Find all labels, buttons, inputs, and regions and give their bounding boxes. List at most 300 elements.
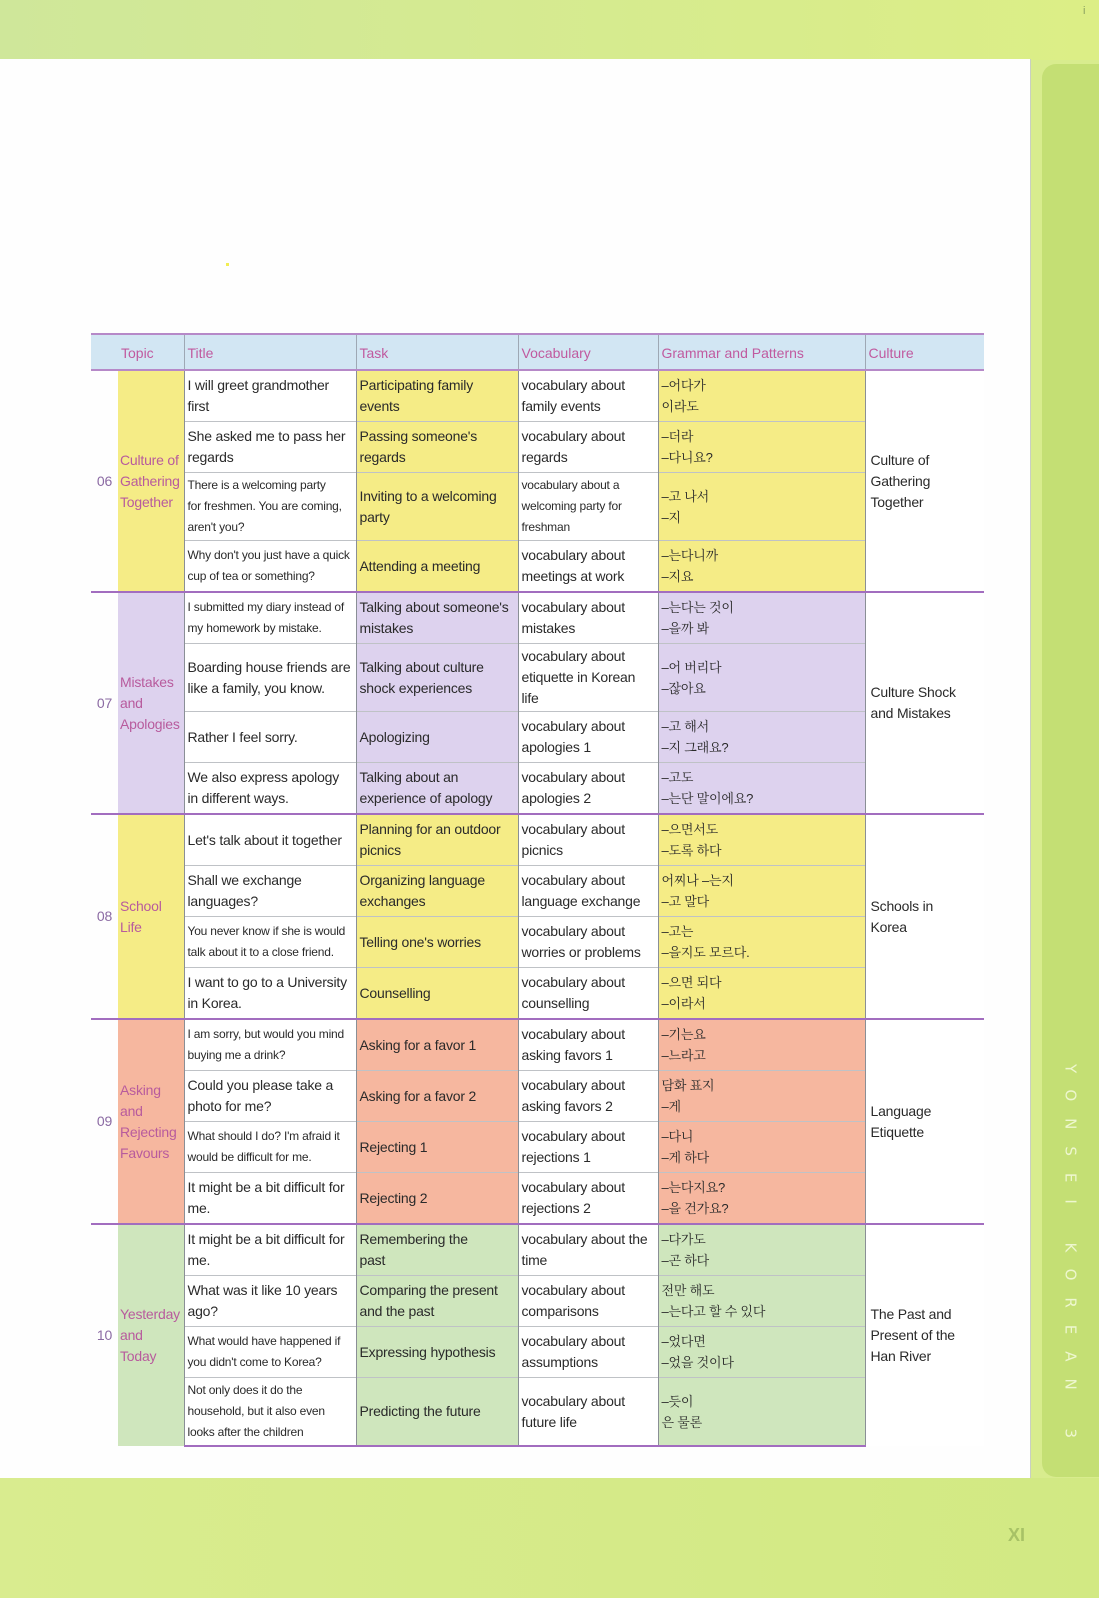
table-row — [91, 1019, 984, 1071]
row-task — [356, 1122, 518, 1173]
text-line: family events — [521, 398, 601, 414]
text-line: I am sorry, but would you mind — [187, 1027, 345, 1041]
text-line: would be difficult for me. — [187, 1150, 312, 1164]
table-row — [91, 422, 984, 473]
text-line: Together — [870, 493, 924, 510]
row-task — [356, 968, 518, 1020]
text-line: –는단 말이에요? — [661, 791, 754, 806]
row-grammar — [658, 917, 865, 968]
text-line: in different ways. — [187, 790, 289, 806]
row-vocabulary — [518, 814, 658, 866]
row-grammar — [658, 1071, 865, 1122]
text-line: Favours — [120, 1144, 170, 1161]
row-title — [184, 968, 356, 1020]
table-row — [91, 1378, 984, 1447]
corner-mark: i — [1083, 5, 1086, 17]
text-line: Could you please take a — [187, 1077, 334, 1093]
text-line: Organizing language — [359, 872, 485, 888]
text-line: Language — [870, 1102, 932, 1119]
header-row — [91, 334, 984, 370]
text-line: vocabulary about — [521, 1333, 625, 1349]
text-line: –느라고 — [661, 1048, 706, 1063]
header-vocabulary: Vocabulary — [518, 334, 658, 370]
text-line: Mistakes — [120, 673, 174, 690]
text-line: There is a welcoming party — [187, 478, 326, 492]
table-row — [91, 1122, 984, 1173]
text-line: –도록 하다 — [661, 843, 722, 858]
row-task — [356, 422, 518, 473]
text-line: –게 — [661, 1099, 681, 1114]
text-line: photo for me? — [187, 1098, 272, 1114]
text-line: Talking about culture — [359, 658, 484, 675]
text-line: household, but it also even — [187, 1404, 325, 1418]
text-line: and — [120, 1102, 143, 1119]
text-line: meetings at work — [521, 568, 625, 584]
text-line: asking favors 1 — [521, 1047, 613, 1063]
text-line: party — [359, 508, 390, 525]
text-line: vocabulary about — [521, 428, 625, 444]
row-vocabulary — [518, 592, 658, 644]
text-line: mistakes — [521, 620, 576, 636]
table-row — [91, 1173, 984, 1225]
text-line: Rather I feel sorry. — [187, 728, 298, 745]
text-line: assumptions — [521, 1354, 598, 1370]
text-line: –지요 — [661, 569, 694, 584]
text-line: Asking — [120, 1081, 161, 1098]
text-line: You never know if she is would — [187, 924, 346, 938]
row-vocabulary — [518, 422, 658, 473]
table-row — [91, 866, 984, 917]
text-line: vocabulary about — [521, 1282, 625, 1298]
text-line: language exchange — [521, 893, 641, 909]
text-line: welcoming party for — [521, 499, 622, 513]
row-task — [356, 644, 518, 712]
text-line: you didn't come to Korea? — [187, 1355, 322, 1369]
row-grammar — [658, 1378, 865, 1447]
text-line: vocabulary about a — [521, 478, 620, 492]
text-line: –고도 — [661, 770, 694, 785]
row-grammar — [658, 1327, 865, 1378]
unit-culture — [865, 1224, 984, 1446]
text-line: rejections 2 — [521, 1200, 591, 1216]
text-line: vocabulary about — [521, 547, 625, 563]
unit-topic — [118, 1224, 184, 1446]
header-title: Title — [184, 334, 356, 370]
row-grammar — [658, 763, 865, 815]
text-line: vocabulary about — [521, 872, 625, 888]
text-line: Attending a meeting — [359, 557, 481, 574]
table-row — [91, 1071, 984, 1122]
text-line: 전만 해도 — [661, 1283, 715, 1298]
row-task — [356, 917, 518, 968]
text-line: We also express apology — [187, 769, 340, 785]
table-row — [91, 592, 984, 644]
row-grammar — [658, 1173, 865, 1225]
text-line: vocabulary about — [521, 1026, 625, 1042]
row-task — [356, 1071, 518, 1122]
text-line: Schools in — [870, 897, 934, 914]
text-line: Let's talk about it together — [187, 831, 342, 848]
header-culture: Culture — [865, 334, 984, 370]
header-grammar: Grammar and Patterns — [658, 334, 865, 370]
unit-topic — [118, 1019, 184, 1224]
row-title — [184, 1019, 356, 1071]
text-line: –었다면 — [661, 1334, 706, 1349]
row-title — [184, 866, 356, 917]
text-line: like a family, you know. — [187, 679, 325, 696]
text-line: –더라 — [661, 429, 694, 444]
row-task — [356, 370, 518, 422]
text-line: asking favors 2 — [521, 1098, 613, 1114]
row-grammar — [658, 370, 865, 422]
text-line: Today — [120, 1348, 157, 1364]
text-line: It might be a bit difficult for — [187, 1231, 345, 1247]
text-line: first — [187, 398, 210, 414]
text-line: vocabulary about — [521, 821, 625, 837]
text-line: Shall we exchange — [187, 872, 302, 888]
text-line: Culture of — [870, 451, 930, 468]
text-line: freshman — [521, 520, 570, 534]
decorative-dot — [226, 263, 229, 266]
row-vocabulary — [518, 1122, 658, 1173]
row-task — [356, 592, 518, 644]
text-line: –게 하다 — [661, 1150, 710, 1165]
text-line: –을까 봐 — [661, 621, 710, 636]
row-grammar — [658, 473, 865, 541]
text-line: School — [120, 897, 162, 914]
text-line: –고 나서 — [661, 488, 710, 504]
text-line: picnics — [521, 842, 563, 858]
row-vocabulary — [518, 473, 658, 541]
row-task — [356, 763, 518, 815]
row-title — [184, 592, 356, 644]
text-line: I submitted my diary instead of — [187, 600, 345, 614]
row-title — [184, 814, 356, 866]
text-line: –으면 되다 — [661, 975, 722, 990]
row-task — [356, 473, 518, 541]
text-line: –지 그래요? — [661, 740, 729, 755]
text-line: vocabulary about — [521, 1392, 625, 1409]
text-line: –을 건가요? — [661, 1201, 729, 1216]
text-line: I want to go to a University — [187, 974, 347, 990]
row-grammar — [658, 1019, 865, 1071]
row-vocabulary — [518, 541, 658, 593]
text-line: vocabulary about — [521, 377, 625, 393]
text-line: aren't you? — [187, 520, 245, 534]
text-line: Not only does it do the — [187, 1383, 303, 1397]
text-line: –는다니까 — [661, 548, 718, 563]
text-line: –고는 — [661, 924, 694, 939]
text-line: vocabulary about — [521, 718, 625, 734]
text-line: vocabulary about — [521, 599, 625, 615]
text-line: vocabulary about — [521, 1179, 625, 1195]
text-line: –기는요 — [661, 1027, 706, 1042]
unit-number: 07 — [91, 592, 118, 814]
row-vocabulary — [518, 917, 658, 968]
text-line: etiquette in Korean life — [521, 669, 636, 706]
text-line: –듯이 — [661, 1393, 694, 1409]
text-line: apologies 2 — [521, 790, 591, 806]
row-title — [184, 1378, 356, 1447]
row-vocabulary — [518, 1378, 658, 1447]
text-line: exchanges — [359, 893, 426, 909]
text-line: –고 해서 — [661, 719, 710, 734]
text-line: –는다는 것이 — [661, 600, 734, 615]
row-vocabulary — [518, 866, 658, 917]
row-vocabulary — [518, 644, 658, 712]
text-line: in Korea. — [187, 995, 242, 1011]
unit-number: 08 — [91, 814, 118, 1019]
row-task — [356, 712, 518, 763]
text-line: Culture Shock — [870, 684, 956, 700]
row-title — [184, 763, 356, 815]
text-line: Why don't you just have a quick — [187, 548, 350, 562]
unit-culture — [865, 370, 984, 592]
text-line: Remembering the — [359, 1231, 468, 1247]
text-line: apologies 1 — [521, 739, 591, 755]
unit-number: 09 — [91, 1019, 118, 1224]
side-tab-text: YONSEI KOREAN 3 — [1061, 1063, 1080, 1455]
text-line: Together — [120, 493, 173, 510]
unit-topic — [118, 370, 184, 592]
unit-number: 06 — [91, 370, 118, 592]
text-line: Rejecting 2 — [359, 1189, 428, 1206]
text-line: Talking about an — [359, 769, 459, 785]
text-line: What should I do? I'm afraid it — [187, 1129, 340, 1143]
row-task — [356, 1378, 518, 1447]
text-line: regards — [187, 449, 234, 465]
text-line: vocabulary about — [521, 923, 625, 939]
text-line: my homework by mistake. — [187, 621, 322, 635]
text-line: Asking for a favor 2 — [359, 1087, 477, 1104]
text-line: Gathering — [120, 472, 180, 489]
table-row — [91, 473, 984, 541]
text-line: 이라도 — [661, 399, 699, 414]
text-line: –이라서 — [661, 996, 706, 1011]
text-line: vocabulary about the — [521, 1231, 648, 1247]
text-line: Etiquette — [870, 1123, 924, 1140]
text-line: buying me a drink? — [187, 1048, 286, 1062]
text-line: Culture of — [120, 451, 179, 468]
row-title — [184, 1071, 356, 1122]
table-row — [91, 763, 984, 815]
text-line: mistakes — [359, 620, 414, 636]
text-line: –어다가 — [661, 378, 706, 393]
text-line: talk about it to a close friend. — [187, 945, 334, 959]
text-line: Asking for a favor 1 — [359, 1036, 477, 1053]
text-line: –고 말다 — [661, 894, 710, 909]
text-line: Expressing hypothesis — [359, 1343, 496, 1360]
text-line: She asked me to pass her — [187, 428, 346, 444]
text-line: Rejecting — [120, 1123, 177, 1140]
table-row — [91, 1276, 984, 1327]
top-margin-strip — [0, 0, 1099, 60]
row-task — [356, 866, 518, 917]
text-line: Telling one's worries — [359, 933, 481, 950]
row-vocabulary — [518, 370, 658, 422]
unit-culture — [865, 814, 984, 1019]
row-task — [356, 1019, 518, 1071]
text-line: and — [120, 694, 143, 711]
text-line: Present of the — [870, 1327, 955, 1343]
text-line: vocabulary about — [521, 769, 625, 785]
row-vocabulary — [518, 712, 658, 763]
unit-culture — [865, 1019, 984, 1224]
header-task: Task — [356, 334, 518, 370]
text-line: vocabulary about — [521, 648, 625, 664]
row-task — [356, 814, 518, 866]
text-line: Gathering — [870, 472, 931, 489]
row-grammar — [658, 1122, 865, 1173]
text-line: It might be a bit difficult for — [187, 1179, 345, 1195]
row-grammar — [658, 968, 865, 1020]
row-vocabulary — [518, 1071, 658, 1122]
text-line: –었을 것이다 — [661, 1355, 734, 1370]
text-line: Comparing the present — [359, 1282, 498, 1298]
table-row — [91, 1327, 984, 1378]
row-vocabulary — [518, 1276, 658, 1327]
table-row — [91, 712, 984, 763]
text-line: Rejecting 1 — [359, 1138, 428, 1155]
row-title — [184, 473, 356, 541]
text-line: 어찌나 –는지 — [661, 873, 734, 888]
unit-topic — [118, 592, 184, 814]
row-vocabulary — [518, 1173, 658, 1225]
text-line: shock experiences — [359, 679, 473, 696]
text-line: –다가도 — [661, 1232, 706, 1247]
row-grammar — [658, 541, 865, 593]
text-line: Boarding house friends are — [187, 658, 351, 675]
row-task — [356, 1276, 518, 1327]
text-line: languages? — [187, 893, 258, 909]
text-line: picnics — [359, 842, 401, 858]
text-line: Counselling — [359, 984, 431, 1001]
text-line: counselling — [521, 995, 590, 1011]
text-line: experience of apology — [359, 790, 493, 806]
row-title — [184, 712, 356, 763]
text-line: –다니요? — [661, 450, 713, 465]
row-title — [184, 1276, 356, 1327]
table-row — [91, 968, 984, 1020]
row-title — [184, 644, 356, 712]
text-line: Apologies — [120, 715, 180, 732]
row-title — [184, 1224, 356, 1276]
text-line: worries or problems — [521, 944, 641, 960]
row-title — [184, 917, 356, 968]
text-line: Inviting to a welcoming — [359, 487, 497, 504]
table-row — [91, 541, 984, 593]
text-line: –잖아요 — [661, 680, 706, 696]
row-task — [356, 1327, 518, 1378]
row-title — [184, 1122, 356, 1173]
page-number: XI — [1008, 1525, 1026, 1545]
text-line: for freshmen. You are coming, — [187, 499, 342, 513]
text-line: vocabulary about — [521, 1077, 625, 1093]
row-grammar — [658, 866, 865, 917]
text-line: Predicting the future — [359, 1403, 481, 1419]
text-line: vocabulary about — [521, 1128, 625, 1144]
unit-number: 10 — [91, 1224, 118, 1446]
text-line: The Past and — [870, 1306, 952, 1322]
header-topic: Topic — [91, 334, 184, 370]
text-line: –을지도 모르다. — [661, 945, 750, 960]
text-line: –지 — [661, 509, 681, 525]
table-row — [91, 917, 984, 968]
row-title — [184, 422, 356, 473]
text-line: –곤 하다 — [661, 1253, 710, 1268]
row-task — [356, 1173, 518, 1225]
text-line: looks after the children — [187, 1425, 304, 1439]
text-line: Korea — [870, 918, 907, 935]
bottom-margin-strip — [0, 1478, 1099, 1598]
text-line: Han River — [870, 1348, 931, 1364]
text-line: I will greet grandmother — [187, 377, 329, 393]
text-line: 담화 표지 — [661, 1078, 715, 1093]
text-line: Life — [120, 918, 142, 935]
text-line: Yesterday — [120, 1306, 180, 1322]
table-row — [91, 644, 984, 712]
text-line: me. — [187, 1252, 211, 1268]
row-task — [356, 1224, 518, 1276]
row-grammar — [658, 1224, 865, 1276]
text-line: regards — [521, 449, 568, 465]
text-line: What would have happened if — [187, 1334, 341, 1348]
text-line: and the past — [359, 1303, 435, 1319]
text-line: regards — [359, 449, 406, 465]
text-line: and Mistakes — [870, 705, 951, 721]
row-vocabulary — [518, 1019, 658, 1071]
row-vocabulary — [518, 763, 658, 815]
text-line: –어 버리다 — [661, 659, 722, 675]
text-line: past — [359, 1252, 386, 1268]
row-title — [184, 541, 356, 593]
text-line: me. — [187, 1200, 211, 1216]
row-task — [356, 541, 518, 593]
row-grammar — [658, 1276, 865, 1327]
text-line: cup of tea or something? — [187, 569, 315, 583]
text-line: future life — [521, 1413, 577, 1430]
text-line: Planning for an outdoor — [359, 821, 501, 837]
text-line: rejections 1 — [521, 1149, 591, 1165]
row-title — [184, 1173, 356, 1225]
text-line: –다니 — [661, 1129, 694, 1144]
text-line: What was it like 10 years — [187, 1282, 338, 1298]
table-row — [91, 1224, 984, 1276]
text-line: 은 물론 — [661, 1414, 702, 1430]
row-title — [184, 1327, 356, 1378]
text-line: Passing someone's — [359, 428, 478, 444]
row-grammar — [658, 712, 865, 763]
row-title — [184, 370, 356, 422]
text-line: Apologizing — [359, 728, 430, 745]
text-line: Talking about someone's — [359, 599, 509, 615]
text-line: –는다지요? — [661, 1180, 725, 1195]
text-line: ago? — [187, 1303, 218, 1319]
row-grammar — [658, 422, 865, 473]
row-grammar — [658, 592, 865, 644]
unit-culture — [865, 592, 984, 814]
text-line: –으면서도 — [661, 822, 718, 837]
syllabus-table — [91, 333, 984, 1447]
text-line: comparisons — [521, 1303, 599, 1319]
text-line: events — [359, 398, 400, 414]
side-tab — [1042, 64, 1099, 1477]
row-grammar — [658, 644, 865, 712]
table-row — [91, 814, 984, 866]
text-line: –는다고 할 수 있다 — [661, 1304, 766, 1319]
row-vocabulary — [518, 1327, 658, 1378]
row-grammar — [658, 814, 865, 866]
